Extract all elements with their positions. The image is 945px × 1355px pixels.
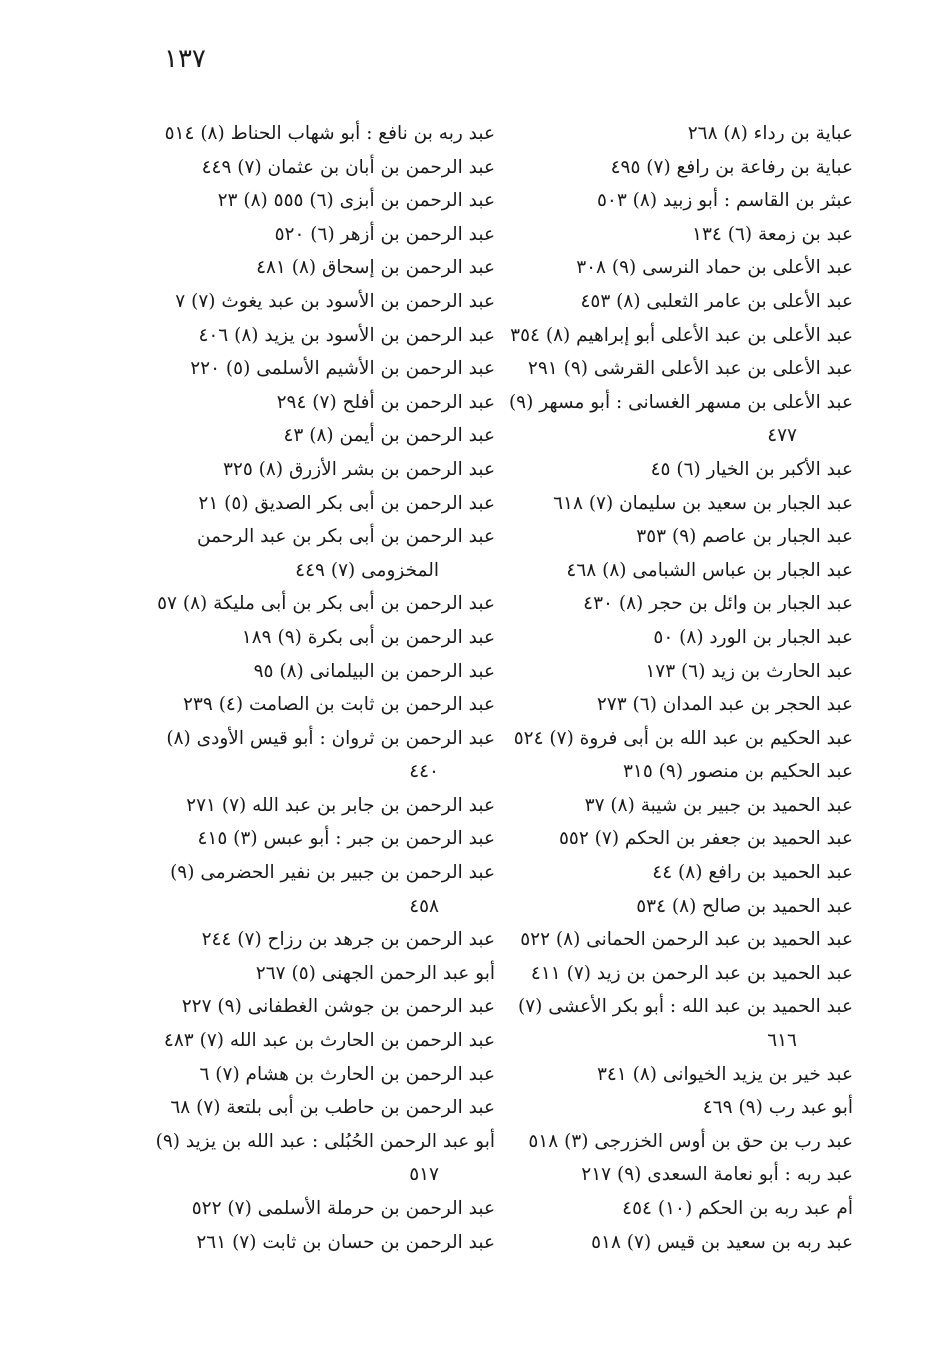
index-entry: عبد الحميد بن عبد الرحمن الحمانى (٨) ٥٢٢ [520, 929, 853, 951]
index-entry: عبد الحكيم بن عبد الله بن أبى فروة (٧) ٥٢٤ [513, 727, 853, 749]
index-entry: عبد خير بن يزيد الخيوانى (٨) ٣٤١ [596, 1063, 853, 1085]
index-entry: ٥١٧ [409, 1164, 439, 1186]
index-entry: عبد الرحمن بن أيمن (٨) ٤٣ [283, 425, 495, 447]
index-entry: أم عبد ربه بن الحكم (١٠) ٤٥٤ [622, 1198, 853, 1219]
index-entry: عبد الرحمن بن أبان بن عثمان (٧) ٤٤٩ [201, 156, 495, 178]
index-entry: عبد الرحمن بن حسان بن ثابت (٧) ٢٦١ [196, 1231, 495, 1253]
index-entry: عبد الأعلى بن عبد الأعلى القرشى (٩) ٢٩١ [527, 358, 853, 380]
index-entry: عبد الرحمن بن جرهد بن رزاح (٧) ٢٤٤ [201, 929, 495, 951]
index-entry: عبد ربه : أبو نعامة السعدى (٩) ٢١٧ [581, 1164, 853, 1186]
index-entry: ٤٧٧ [767, 425, 797, 447]
index-entry: عبد الجبار بن سعيد بن سليمان (٧) ٦١٨ [553, 492, 853, 514]
index-entry: عبد الحميد بن عبد الرحمن بن زيد (٧) ٤١١ [530, 962, 853, 984]
index-entry: عبد الرحمن بن جوشن الغطفانى (٩) ٢٢٧ [181, 996, 495, 1018]
index-entry: عبد الحارث بن زيد (٦) ١٧٣ [645, 660, 853, 682]
index-entry: أبو عبد رب (٩) ٤٦٩ [702, 1097, 853, 1119]
page-number: ١٣٧ [164, 44, 206, 74]
index-entry: عبد الجبار بن عباس الشبامى (٨) ٤٦٨ [566, 559, 853, 581]
index-entry: عبد الجبار بن عاصم (٩) ٣٥٣ [636, 526, 853, 548]
index-entry: عبد الرحمن بن الحارث بن هشام (٧) ٦ [199, 1063, 495, 1085]
index-entry: عبد الرحمن بن حرملة الأسلمى (٧) ٥٢٢ [191, 1198, 495, 1219]
index-entry: عبد الرحمن بن جبير بن نفير الحضرمى (٩) [170, 862, 495, 884]
index-entry: ٦١٦ [767, 1030, 797, 1052]
index-entry: عباية بن رفاعة بن رافع (٧) ٤٩٥ [610, 156, 853, 178]
index-entry: أبو عبد الرحمن الجهنى (٥) ٢٦٧ [255, 962, 495, 984]
index-entry: عبد الجبار بن وائل بن حجر (٨) ٤٣٠ [583, 593, 853, 615]
index-entry: عبد الرحمن بن الأسود بن عبد يغوث (٧) ٧ [175, 290, 495, 312]
index-entry: عبد الحميد بن جعفر بن الحكم (٧) ٥٥٢ [558, 828, 853, 850]
index-entry: عبد الحميد بن عبد الله : أبو بكر الأعشى (٧) [517, 996, 853, 1018]
index-entry: عبد الرحمن بن حاطب بن أبى بلتعة (٧) ٦٨ [170, 1097, 495, 1119]
index-entry: عبد الرحمن بن الأسود بن يزيد (٨) ٤٠٦ [198, 324, 495, 346]
index-entry: عبد الرحمن بن الأشيم الأسلمى (٥) ٢٢٠ [190, 358, 495, 380]
index-entry: عبد الجبار بن الورد (٨) ٥٠ [653, 626, 853, 648]
index-entry: عبد الأعلى بن مسهر الغسانى : أبو مسهر (٩) [508, 391, 853, 413]
index-entry: عبد بن زمعة (٦) ١٣٤ [692, 223, 853, 245]
index-entry: عبد الأعلى بن عامر الثعلبى (٨) ٤٥٣ [580, 290, 853, 312]
index-entry: عبد الرحمن بن الحارث بن عبد الله (٧) ٤٨٣ [163, 1030, 495, 1052]
index-entry: عبد الرحمن بن البيلمانى (٨) ٩٥ [253, 660, 495, 682]
index-entry: عبد الرحمن بن أفلح (٧) ٢٩٤ [276, 391, 495, 413]
index-entry: عبد الأكبر بن الخيار (٦) ٤٥ [650, 458, 853, 480]
index-entry: عبد الأعلى بن حماد النرسى (٩) ٣٠٨ [576, 257, 853, 279]
index-entry: عبد الحميد بن صالح (٨) ٥٣٤ [636, 895, 853, 917]
index-entry: عبد الرحمن بن بشر الأزرق (٨) ٣٢٥ [222, 458, 495, 480]
index-entry: عبد الحجر بن عبد المدان (٦) ٢٧٣ [596, 694, 853, 716]
index-entry: عبد الرحمن بن أزهر (٦) ٥٢٠ [274, 223, 495, 245]
index-entry: عبد الرحمن بن أبزى (٦) ٥٥٥ (٨) ٢٣ [217, 190, 495, 212]
index-entry: المخزومى (٧) ٤٤٩ [295, 559, 439, 581]
index-entry: عبد الحكيم بن منصور (٩) ٣١٥ [622, 761, 853, 783]
index-entry: عبد الحميد بن رافع (٨) ٤٤ [652, 862, 853, 884]
index-entry: عبد ربه بن نافع : أبو شهاب الحناط (٨) ٥١٤ [164, 123, 495, 144]
index-entry: عبد الرحمن بن ثروان : أبو قيس الأودى (٨) [166, 727, 495, 749]
index-entry: عبد الأعلى بن عبد الأعلى أبو إبراهيم (٨) ٣٥٤ [510, 324, 853, 346]
index-entry: عبد ربه بن سعيد بن قيس (٧) ٥١٨ [591, 1231, 853, 1253]
index-entry: عبد الرحمن بن أبى بكرة (٩) ١٨٩ [241, 626, 495, 648]
index-column-left [150, 117, 495, 1259]
index-entry: عبد الرحمن بن أبى بكر بن أبى مليكة (٨) ٥٧ [157, 593, 495, 615]
index-entry: عباية بن رداء (٨) ٢٦٨ [687, 123, 853, 144]
index-entry: عبد رب بن حق بن أوس الخزرجى (٣) ٥١٨ [528, 1130, 853, 1152]
index-entry: عبد الرحمن بن جابر بن عبد الله (٧) ٢٧١ [186, 794, 495, 816]
index-entry: ٤٤٠ [409, 761, 439, 783]
index-entry: أبو عبد الرحمن الحُبُلى : عبد الله بن يزيد (٩) [155, 1130, 495, 1152]
index-entry: عبثر بن القاسم : أبو زبيد (٨) ٥٠٣ [596, 190, 853, 212]
index-entry: عبد الرحمن بن ثابت بن الصامت (٤) ٢٣٩ [183, 694, 495, 716]
index-entry: عبد الحميد بن جبير بن شيبة (٨) ٣٧ [584, 794, 853, 816]
index-entry: عبد الرحمن بن أبى بكر بن عبد الرحمن [197, 526, 495, 548]
index-column-right [508, 117, 853, 1259]
index-entry: عبد الرحمن بن أبى بكر الصديق (٥) ٢١ [198, 492, 495, 514]
index-entry: عبد الرحمن بن جبر : أبو عبس (٣) ٤١٥ [197, 828, 495, 850]
index-entry: ٤٥٨ [409, 895, 439, 917]
index-entry: عبد الرحمن بن إسحاق (٨) ٤٨١ [256, 257, 495, 279]
